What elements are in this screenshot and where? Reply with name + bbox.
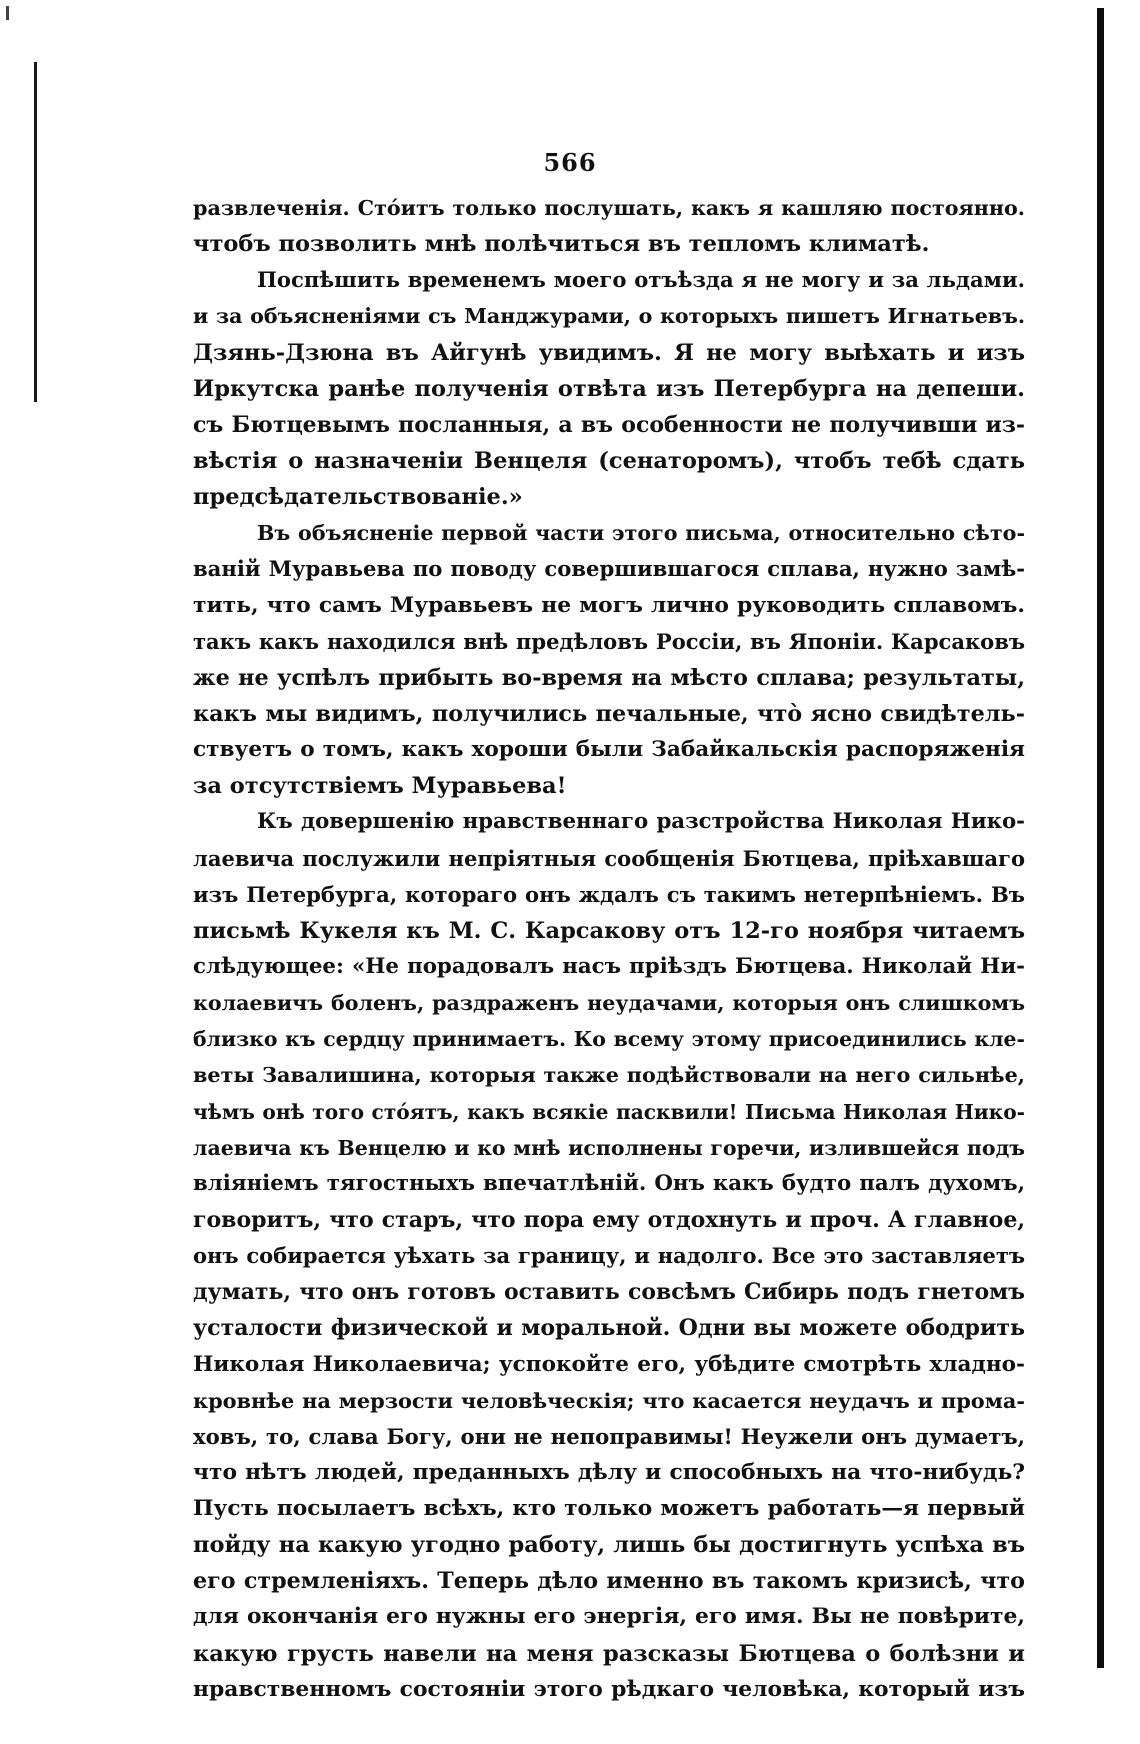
text-line: слѣдующее: «Не порадовалъ насъ пріѣздъ Бютцева. Николай Ни-: [193, 953, 1025, 979]
text-line: ховъ, то, слава Богу, они не непоправимы! Неужели онъ думаетъ,: [193, 1423, 1025, 1449]
text-line: Поспѣшить временемъ моего отъѣзда я не могу и за льдами.: [257, 267, 1025, 293]
text-line: за отсутствіемъ Муравьева!: [193, 773, 567, 800]
text-line: вліяніемъ тягостныхъ впечатлѣній. Онъ какъ будто палъ духомъ,: [193, 1170, 1025, 1196]
text-line: кровнѣе на мерзости человѣческія; что касается неудачъ и прома-: [193, 1387, 1025, 1413]
text-line: ваній Муравьева по поводу совершившагося сплава, нужно замѣ-: [193, 556, 1025, 582]
text-line: онъ собирается уѣхать за границу, и надолго. Все это заставляетъ: [193, 1243, 1025, 1269]
text-line: для окончанія его нужны его энергія, его имя. Вы не повѣрите,: [193, 1604, 1025, 1630]
text-line: какую грусть навели на меня разсказы Бютцева о болѣзни и: [193, 1640, 1025, 1667]
text-line: развлеченія. Стóитъ только послушать, какъ я кашляю постоянно.: [193, 196, 1025, 220]
text-line: такъ какъ находился внѣ предѣловъ Россіи, въ Японіи. Карсаковъ: [193, 628, 1025, 654]
text-line: усталости физической и моральной. Одни вы можете ободрить: [193, 1315, 1025, 1342]
text-line: же не успѣлъ прибыть во-время на мѣсто сплава; результаты,: [193, 664, 1025, 691]
text-line: письмѣ Кукеля къ М. С. Карсакову отъ 12-го ноября читаемъ: [193, 917, 1025, 944]
text-line: нравственномъ состояніи этого рѣдкаго человѣка, который изъ: [193, 1676, 1025, 1702]
text-line: думать, что онъ готовъ оставить совсѣмъ Сибирь подъ гнетомъ: [193, 1279, 1025, 1306]
scan-artifact-corner: [6, 6, 9, 20]
text-line: чѣмъ онѣ того стóятъ, какъ всякіе пасквили! Письма Николая Нико-: [193, 1099, 1025, 1124]
text-line: близко къ сердцу принимаетъ. Ко всему этому присоединились кле-: [193, 1027, 1025, 1052]
text-line: Пусть посылаетъ всѣхъ, кто только можетъ работать—я первый: [193, 1496, 1025, 1522]
text-line: колаевичъ боленъ, раздраженъ неудачами, которыя онъ слишкомъ: [193, 991, 1025, 1016]
text-line: Иркутска ранѣе полученія отвѣта изъ Петербурга на депеши.: [193, 375, 1025, 402]
text-line: чтобъ позволить мнѣ полѣчиться въ тепломъ климатѣ.: [193, 231, 930, 258]
text-line: Въ объясненіе первой части этого письма, относительно сѣто-: [257, 521, 1025, 546]
text-line: какъ мы видимъ, получились печальные, чтò ясно свидѣтель-: [193, 700, 1025, 727]
text-line: говоритъ, что старъ, что пора ему отдохнуть и проч. А главное,: [193, 1206, 1025, 1233]
text-line: что нѣтъ людей, преданныхъ дѣлу и способныхъ на что-нибудь?: [193, 1459, 1025, 1485]
page-number: 566: [543, 148, 597, 177]
text-line: лаевича послужили непріятныя сообщенія Бютцева, пріѣхавшаго: [193, 845, 1025, 871]
text-line: лаевича къ Венцелю и ко мнѣ исполнены горечи, излившейся подъ: [193, 1135, 1025, 1160]
text-line: изъ Петербурга, котораго онъ ждалъ съ такимъ нетерпѣніемъ. Въ: [193, 881, 1025, 907]
text-line: его стремленіяхъ. Теперь дѣло именно въ такомъ кризисѣ, что: [193, 1568, 1025, 1595]
text-line: Дзянь-Дзюна въ Айгунѣ увидимъ. Я не могу выѣхать и изъ: [193, 339, 1025, 366]
scan-edge-left: [34, 62, 37, 402]
text-line: веты Завалишина, которыя также подѣйствовали на него сильнѣе,: [193, 1063, 1025, 1088]
text-line: ствуетъ о томъ, какъ хороши были Забайкальскія распоряженія: [193, 737, 1025, 763]
text-line: вѣстія о назначеніи Венцеля (сенаторомъ), чтобъ тебѣ сдать: [193, 447, 1025, 474]
text-line: и за объясненіями съ Манджурами, о которыхъ пишетъ Игнатьевъ.: [193, 304, 1025, 329]
text-line: съ Бютцевымъ посланныя, а въ особенности не получивши из-: [193, 411, 1025, 438]
text-line: предсѣдательствованіе.»: [193, 484, 523, 511]
body-text: [193, 190, 1025, 1708]
text-line: тить, что самъ Муравьевъ не могъ лично руководить сплавомъ.: [193, 592, 1025, 618]
text-line: Къ довершенію нравственнаго разстройства Николая Нико-: [257, 809, 1025, 835]
scan-edge-right: [1097, 8, 1104, 1668]
text-line: пойду на какую угодно работу, лишь бы достигнуть успѣха въ: [193, 1532, 1025, 1559]
text-line: Николая Николаевича; успокойте его, убѣдите смотрѣть хладно-: [193, 1351, 1025, 1377]
